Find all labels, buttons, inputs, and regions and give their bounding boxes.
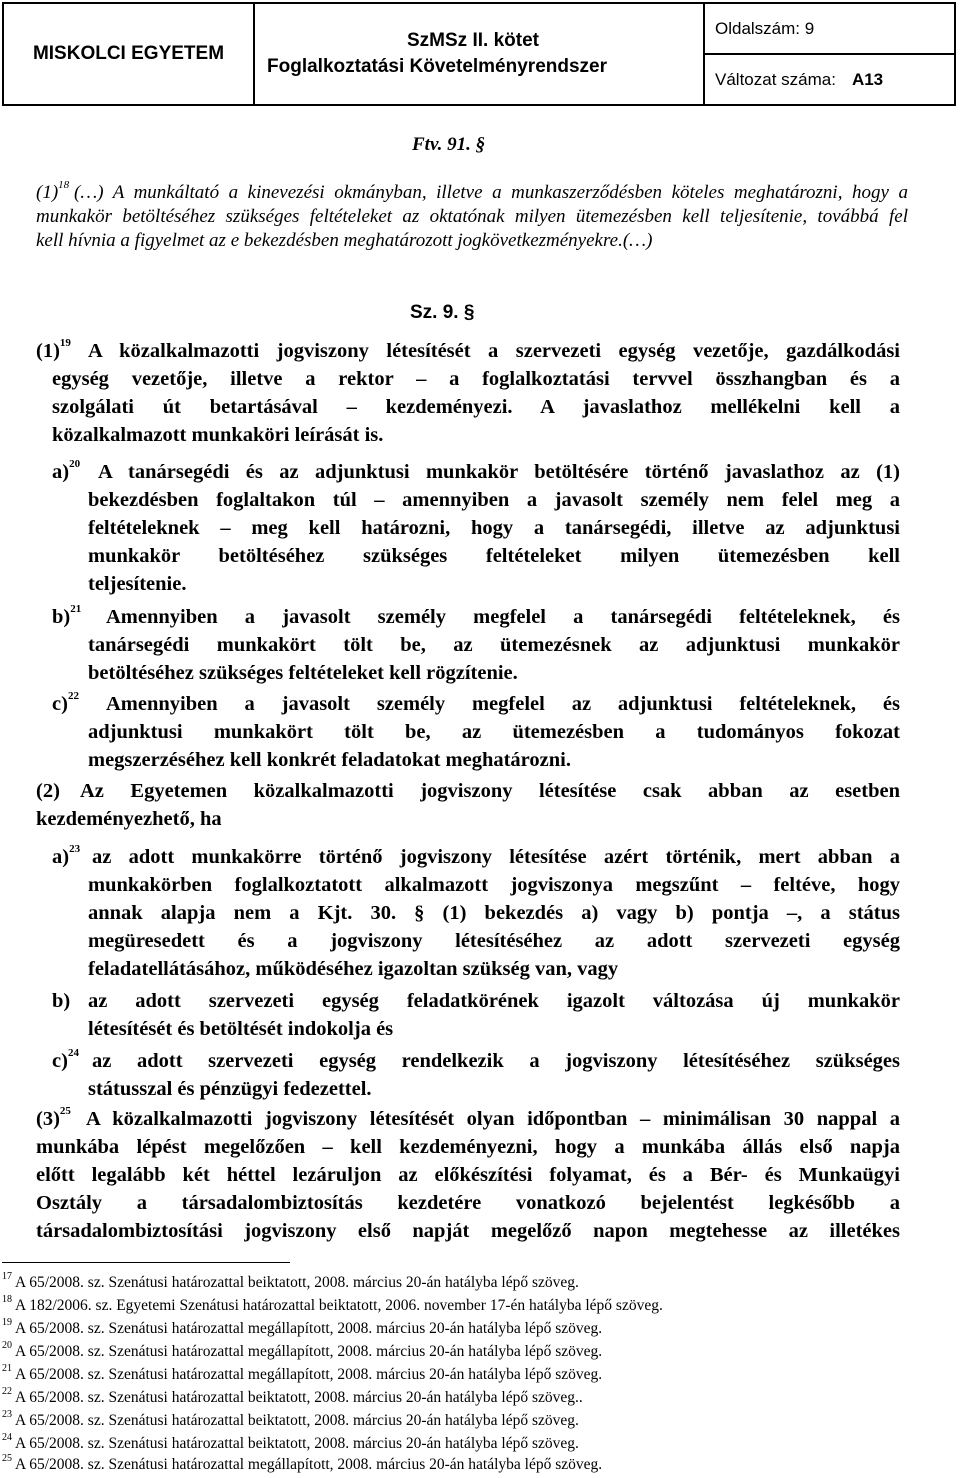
p2b-line: létesítését és betöltését indokolja és xyxy=(88,1018,394,1040)
section-heading: Sz. 9. § xyxy=(410,302,475,323)
p1a-line: feltételeknek – meg kell határozni, hogy a tanársegédi, illetve az adjunktusi xyxy=(88,517,900,539)
ftv-heading: Ftv. 91. § xyxy=(412,134,486,155)
footnote: $^{24}$ A 65/2008. sz. Szenátusi határozattal beiktatott, 2008. március 20-án hatályba lépő szöveg. xyxy=(2,1432,579,1452)
p2b-label: b) xyxy=(52,990,71,1012)
footnote: $^{19}$ A 65/2008. sz. Szenátusi határozattal megállapított, 2008. március 20-án hatályba lépő szöveg. xyxy=(2,1317,603,1337)
p3-line: munkába lépést megelőzően – kell kezdeményezni, hogy a munkába állás első napja xyxy=(36,1136,900,1158)
p2b-line: az adott szervezeti egység feladatkörének igazolt változása új munkakör xyxy=(88,990,900,1012)
p2c-label: c)$^{24}$ xyxy=(52,1047,79,1072)
footnote-separator xyxy=(2,1262,290,1263)
document-title-block xyxy=(255,4,705,104)
footnote: $^{17}$ A 65/2008. sz. Szenátusi határozattal beiktatott, 2008. március 20-án hatályba lépő szöveg. xyxy=(2,1271,579,1291)
p2a-line: munkakörben foglalkoztatott alkalmazott jogviszonya megszűnt – feltéve, hogy xyxy=(88,874,900,896)
footnote: $^{18}$ A 182/2006. sz. Egyetemi Szenátusi határozattal beiktatott, 2006. november 17-én hatályba lépő szöveg. xyxy=(2,1294,663,1314)
p2-line: kezdeményezhető, ha xyxy=(36,808,222,830)
p2a-label: a)$^{23}$ xyxy=(52,843,81,868)
p2c-line: az adott szervezeti egység rendelkezik a jogviszony létesítéséhez szükséges xyxy=(92,1050,900,1072)
p1c-line: Amennyiben a javasolt személy megfelel az adjunktusi feltételeknek, és xyxy=(106,693,900,715)
p1c-line: adjunktusi munkakört tölt be, az ütemezésben a tudományos fokozat xyxy=(88,721,900,743)
p3-label: $(3)^{25}$ xyxy=(36,1105,71,1130)
footnote: $^{21}$ A 65/2008. sz. Szenátusi határozattal megállapított, 2008. március 20-án hatályba lépő szöveg. xyxy=(2,1363,603,1383)
version-value: A13 xyxy=(851,69,884,89)
p1-label: $(1)^{19}$ xyxy=(36,337,71,362)
page-info-block xyxy=(705,4,954,104)
p1c-label: c)$^{22}$ xyxy=(52,690,79,715)
ftv-line: (…) A munkáltató a kinevezési okmányban, illetve a munkaszerződésben köteles meghatározni, hogy a xyxy=(74,182,908,203)
p1-line: egység vezetője, illetve a rektor – a foglalkoztatási tervvel összhangban és a xyxy=(52,368,900,390)
university-name: MISKOLCI EGYETEM xyxy=(4,4,255,104)
p2-label: (2) xyxy=(36,780,60,802)
p1b-line: betöltéséhez szükséges feltételeket kell rögzítenie. xyxy=(88,662,518,684)
p1b-line: Amennyiben a javasolt személy megfelel a tanársegédi feltételeknek, és xyxy=(106,606,900,628)
version-label: Változat száma: xyxy=(715,69,836,89)
version-row xyxy=(705,53,954,104)
ftv-line: munkakör betöltéséhez szükséges feltételeket az oktatónak milyen ütemezésben kell teljesítenie, továbbá fel xyxy=(36,206,908,227)
p3-line: Osztály a társadalombiztosítás kezdetére vonatkozó bejelentést legkésőbb a xyxy=(36,1192,900,1214)
p1a-label: a)$^{20}$ xyxy=(52,458,81,483)
p3-line: előtt legalább két héttel lezáruljon az előkészítési folyamat, és a Bér- és Munkaügyi xyxy=(36,1164,900,1186)
p1b-line: tanársegédi munkakört tölt be, az ütemezésnek az adjunktusi munkakör xyxy=(88,634,900,656)
ftv-label: $(1)^{18}$ xyxy=(36,179,70,203)
p1-line: szolgálati út betartásával – kezdeményezi. A javaslathoz mellékelni kell a xyxy=(52,396,900,418)
footnote: $^{22}$ A 65/2008. sz. Szenátusi határozattal beiktatott, 2008. március 20-án hatályba lépő szöveg.. xyxy=(2,1386,583,1406)
p2a-line: feladatellátásához, működéséhez igazoltan szükség van, vagy xyxy=(88,958,619,980)
p3-line: A közalkalmazotti jogviszony létesítését olyan időpontban – minimálisan 30 nappal a xyxy=(86,1108,900,1130)
p1a-line: teljesítenie. xyxy=(88,573,187,595)
p2-line: Az Egyetemen közalkalmazotti jogviszony létesítése csak abban az esetben xyxy=(80,780,900,802)
footnote: $^{23}$ A 65/2008. sz. Szenátusi határozattal beiktatott, 2008. március 20-án hatályba lépő szöveg. xyxy=(2,1409,579,1429)
p1a-line: munkakör betöltéséhez szükséges feltételeket milyen ütemezésben kell xyxy=(88,545,900,567)
p1c-line: megszerzéséhez kell konkrét feladatokat meghatározni. xyxy=(88,749,571,771)
page-number: Oldalszám: 9 xyxy=(715,18,815,38)
p1a-line: A tanársegédi és az adjunktusi munkakör betöltésére történő javaslathoz az (1) xyxy=(98,461,900,483)
p1-line: A közalkalmazotti jogviszony létesítését a szervezeti egység vezetője, gazdálkodási xyxy=(88,340,900,362)
footnote: $^{20}$ A 65/2008. sz. Szenátusi határozattal megállapított, 2008. március 20-án hatályba lépő szöveg. xyxy=(2,1340,603,1360)
p3-line: társadalombiztosítási jogviszony első napját megelőző napon megtehesse az illetékes xyxy=(36,1220,900,1242)
p2a-line: az adott munkakörre történő jogviszony létesítése azért történik, mert abban a xyxy=(92,846,900,868)
p1a-line: bekezdésben foglaltakon túl – amennyiben a javasolt személy nem felel meg a xyxy=(88,489,900,511)
footnote: $^{25}$ A 65/2008. sz. Szenátusi határozattal megállapított, 2008. március 20-án hatályba lépő szöveg. xyxy=(2,1453,603,1473)
p1b-label: b)$^{21}$ xyxy=(52,603,82,628)
ftv-line: kell hívnia a figyelmet az e bekezdésben meghatározott jogkövetkezményekre.(…) xyxy=(36,230,653,251)
volume-title: SzMSz II. kötet xyxy=(407,30,539,51)
p2c-line: státusszal és pénzügyi fedezettel. xyxy=(88,1078,372,1100)
regulation-title: Foglalkoztatási Követelményrendszer xyxy=(267,56,607,77)
p1-line: közalkalmazott munkaköri leírását is. xyxy=(52,424,384,446)
document-header xyxy=(2,2,956,106)
p2a-line: annak alapja nem a Kjt. 30. § (1) bekezdés a) vagy b) pontja –, a státus xyxy=(88,902,900,924)
p2a-line: megüresedett és a jogviszony létesítéséhez az adott szervezeti egység xyxy=(88,930,900,952)
